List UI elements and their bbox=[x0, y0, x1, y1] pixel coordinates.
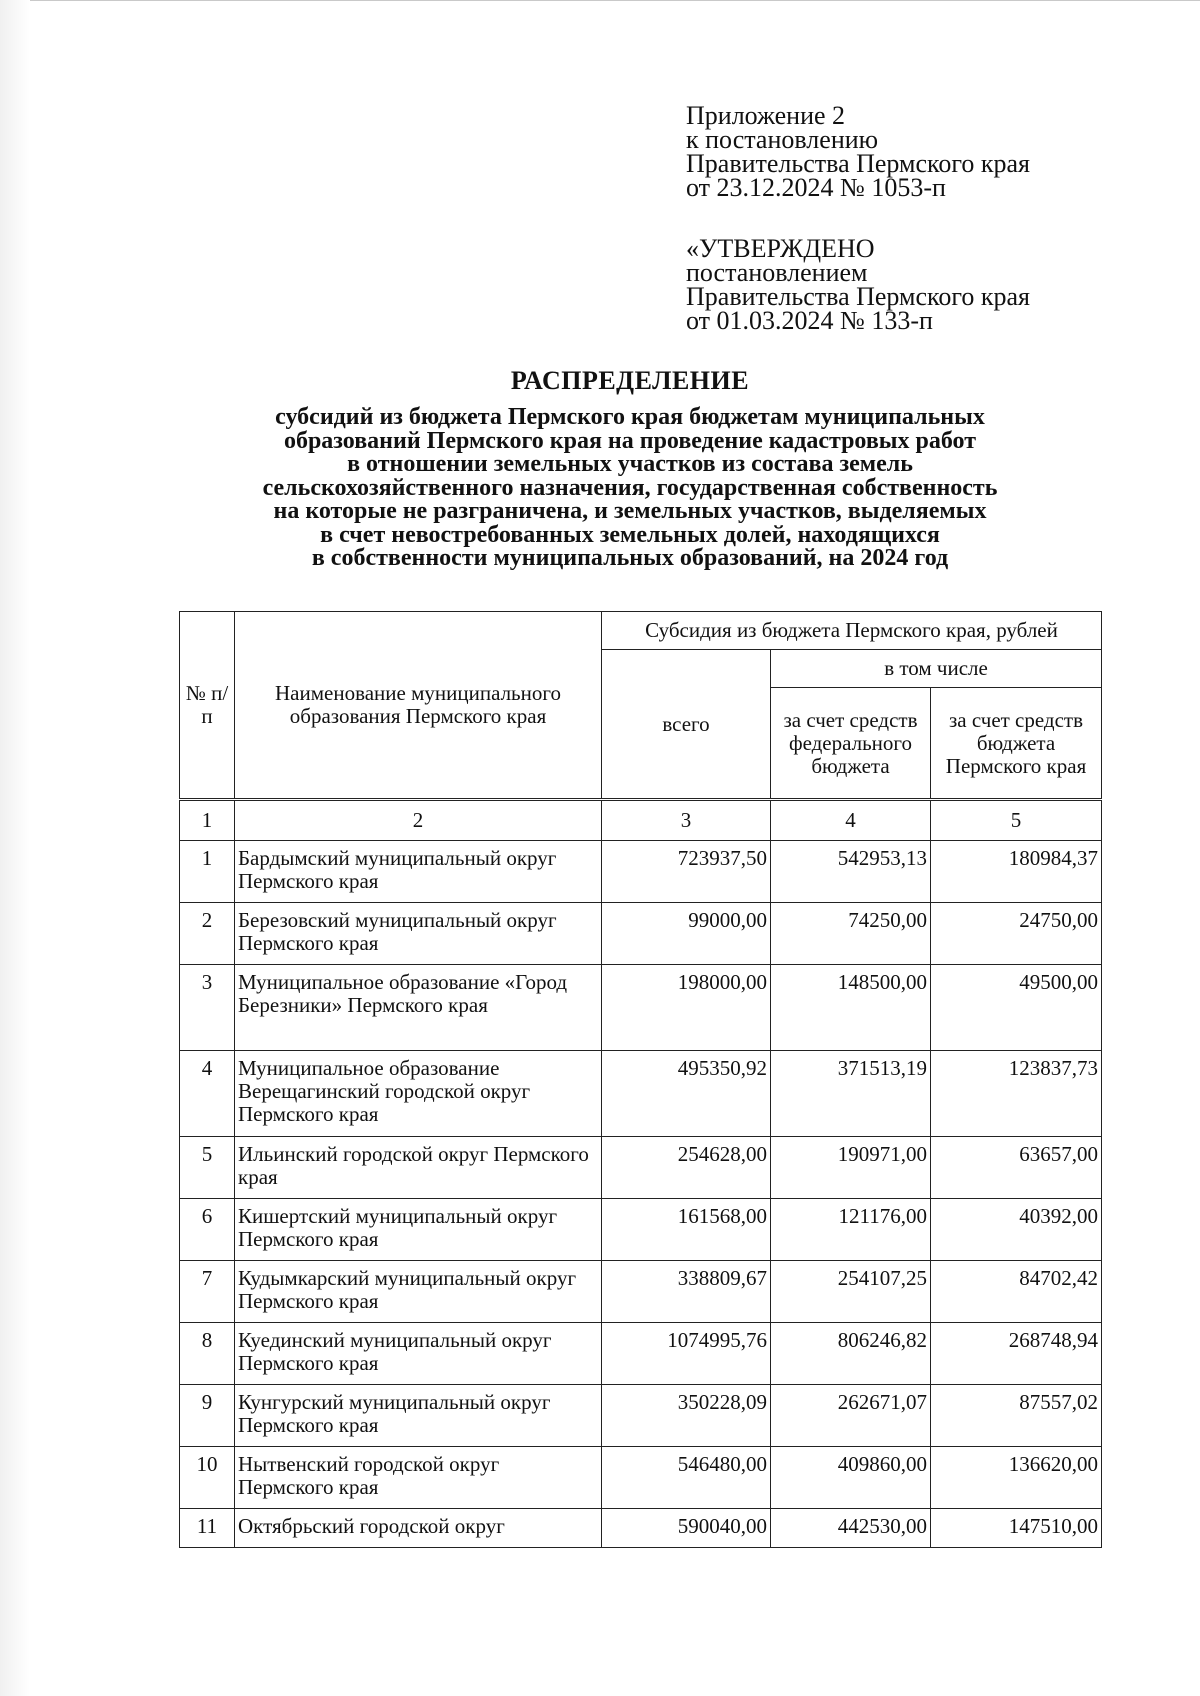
row-total: 161568,00 bbox=[602, 1199, 771, 1261]
row-regional: 87557,02 bbox=[931, 1385, 1102, 1447]
annex-line: Правительства Пермского края bbox=[686, 149, 1030, 178]
row-federal: 74250,00 bbox=[771, 903, 931, 965]
row-name: Кудымкарский муниципальный округ Пермского края bbox=[235, 1261, 602, 1323]
scan-top-edge bbox=[30, 0, 1200, 1]
column-number: 4 bbox=[771, 800, 931, 841]
row-federal: 409860,00 bbox=[771, 1447, 931, 1509]
table-row bbox=[180, 1447, 1102, 1509]
row-num: 11 bbox=[180, 1509, 235, 1548]
column-number: 1 bbox=[180, 800, 235, 841]
row-federal: 254107,25 bbox=[771, 1261, 931, 1323]
annex-reference bbox=[686, 101, 1126, 202]
row-total: 350228,09 bbox=[602, 1385, 771, 1447]
row-num: 2 bbox=[180, 903, 235, 965]
row-num: 10 bbox=[180, 1447, 235, 1509]
approved-line: от 01.03.2024 № 133-п bbox=[686, 306, 933, 335]
row-regional: 40392,00 bbox=[931, 1199, 1102, 1261]
header-subsidy: Субсидия из бюджета Пермского края, рублей bbox=[602, 612, 1102, 650]
row-federal: 442530,00 bbox=[771, 1509, 931, 1548]
row-regional: 180984,37 bbox=[931, 841, 1102, 903]
subtitle-line: в собственности муниципальных образований, на 2024 год bbox=[311, 545, 949, 571]
row-regional: 84702,42 bbox=[931, 1261, 1102, 1323]
row-total: 495350,92 bbox=[602, 1051, 771, 1137]
column-number: 5 bbox=[931, 800, 1102, 841]
row-name: Октябрьский городской округ bbox=[235, 1509, 602, 1548]
header-including: в том числе bbox=[771, 650, 1102, 688]
row-name: Кунгурский муниципальный округ Пермского края bbox=[235, 1385, 602, 1447]
scan-edge-shadow bbox=[0, 0, 30, 1696]
header-federal: за счет средств федерального бюджета bbox=[771, 688, 931, 800]
row-regional: 268748,94 bbox=[931, 1323, 1102, 1385]
row-total: 546480,00 bbox=[602, 1447, 771, 1509]
table-row bbox=[180, 903, 1102, 965]
row-total: 198000,00 bbox=[602, 965, 771, 1051]
annex-line: Приложение 2 bbox=[686, 101, 846, 130]
row-name: Кишертский муниципальный округ Пермского края bbox=[235, 1199, 602, 1261]
row-name: Бардымский муниципальный округ Пермского края bbox=[235, 841, 602, 903]
row-federal: 262671,07 bbox=[771, 1385, 931, 1447]
approval-stamp-text bbox=[686, 234, 1126, 335]
header-regional: за счет средств бюджета Пермского края bbox=[931, 688, 1102, 800]
row-total: 99000,00 bbox=[602, 903, 771, 965]
row-federal: 190971,00 bbox=[771, 1137, 931, 1199]
table-row bbox=[180, 965, 1102, 1051]
document-subtitle bbox=[140, 406, 1120, 571]
row-regional: 63657,00 bbox=[931, 1137, 1102, 1199]
row-federal: 148500,00 bbox=[771, 965, 931, 1051]
subsidy-distribution-table bbox=[179, 611, 1102, 1548]
table-row bbox=[180, 1199, 1102, 1261]
row-num: 5 bbox=[180, 1137, 235, 1199]
row-num: 7 bbox=[180, 1261, 235, 1323]
row-federal: 121176,00 bbox=[771, 1199, 931, 1261]
row-name: Нытвенский городской округ Пермского края bbox=[235, 1447, 602, 1509]
header-total: всего bbox=[602, 650, 771, 800]
subtitle-line: образований Пермского края на проведение кадастровых работ bbox=[283, 427, 977, 454]
subtitle-line: в счет невостребованных земельных долей, находящихся bbox=[320, 521, 940, 548]
row-num: 1 bbox=[180, 841, 235, 903]
column-number: 3 bbox=[602, 800, 771, 841]
row-name: Березовский муниципальный округ Пермского края bbox=[235, 903, 602, 965]
row-total: 338809,67 bbox=[602, 1261, 771, 1323]
table-row bbox=[180, 841, 1102, 903]
row-regional: 123837,73 bbox=[931, 1051, 1102, 1137]
row-regional: 136620,00 bbox=[931, 1447, 1102, 1509]
row-name: Ильинский городской округ Пермского края bbox=[235, 1137, 602, 1199]
table-row bbox=[180, 1261, 1102, 1323]
table-row bbox=[180, 1509, 1102, 1548]
table-row bbox=[180, 1137, 1102, 1199]
row-num: 9 bbox=[180, 1385, 235, 1447]
subtitle-line: в отношении земельных участков из состава земель bbox=[347, 451, 913, 477]
subtitle-line: на которые не разграничена, и земельных участков, выделяемых bbox=[273, 498, 987, 524]
column-numbers-row bbox=[180, 800, 1102, 841]
row-federal: 371513,19 bbox=[771, 1051, 931, 1137]
row-name: Муниципальное образование Верещагинский городской округ Пермского края bbox=[235, 1051, 602, 1137]
subtitle-line: сельскохозяйственного назначения, государственная собственность bbox=[262, 474, 998, 501]
approved-line: Правительства Пермского края bbox=[686, 282, 1030, 311]
document-title: РАСПРЕДЕЛЕНИЕ bbox=[510, 366, 750, 395]
row-name: Муниципальное образование «Город Березники» Пермского края bbox=[235, 965, 602, 1051]
row-regional: 49500,00 bbox=[931, 965, 1102, 1051]
annex-line: к постановлению bbox=[686, 125, 879, 154]
row-num: 8 bbox=[180, 1323, 235, 1385]
table-row bbox=[180, 1051, 1102, 1137]
row-total: 254628,00 bbox=[602, 1137, 771, 1199]
header-name: Наименование муниципального образования Пермского края bbox=[235, 612, 602, 800]
row-name: Куединский муниципальный округ Пермского края bbox=[235, 1323, 602, 1385]
approved-line: постановлением bbox=[686, 258, 868, 287]
row-total: 1074995,76 bbox=[602, 1323, 771, 1385]
annex-line: от 23.12.2024 № 1053-п bbox=[686, 173, 946, 202]
subtitle-line: субсидий из бюджета Пермского края бюджетам муниципальных bbox=[275, 404, 985, 430]
approved-line: «УТВЕРЖДЕНО bbox=[686, 234, 875, 263]
table-row bbox=[180, 1385, 1102, 1447]
column-number: 2 bbox=[235, 800, 602, 841]
header-num: № п/п bbox=[180, 612, 235, 800]
row-num: 3 bbox=[180, 965, 235, 1051]
row-regional: 24750,00 bbox=[931, 903, 1102, 965]
row-federal: 806246,82 bbox=[771, 1323, 931, 1385]
row-num: 4 bbox=[180, 1051, 235, 1137]
row-num: 6 bbox=[180, 1199, 235, 1261]
row-regional: 147510,00 bbox=[931, 1509, 1102, 1548]
row-total: 590040,00 bbox=[602, 1509, 771, 1548]
row-total: 723937,50 bbox=[602, 841, 771, 903]
table-row bbox=[180, 1323, 1102, 1385]
row-federal: 542953,13 bbox=[771, 841, 931, 903]
